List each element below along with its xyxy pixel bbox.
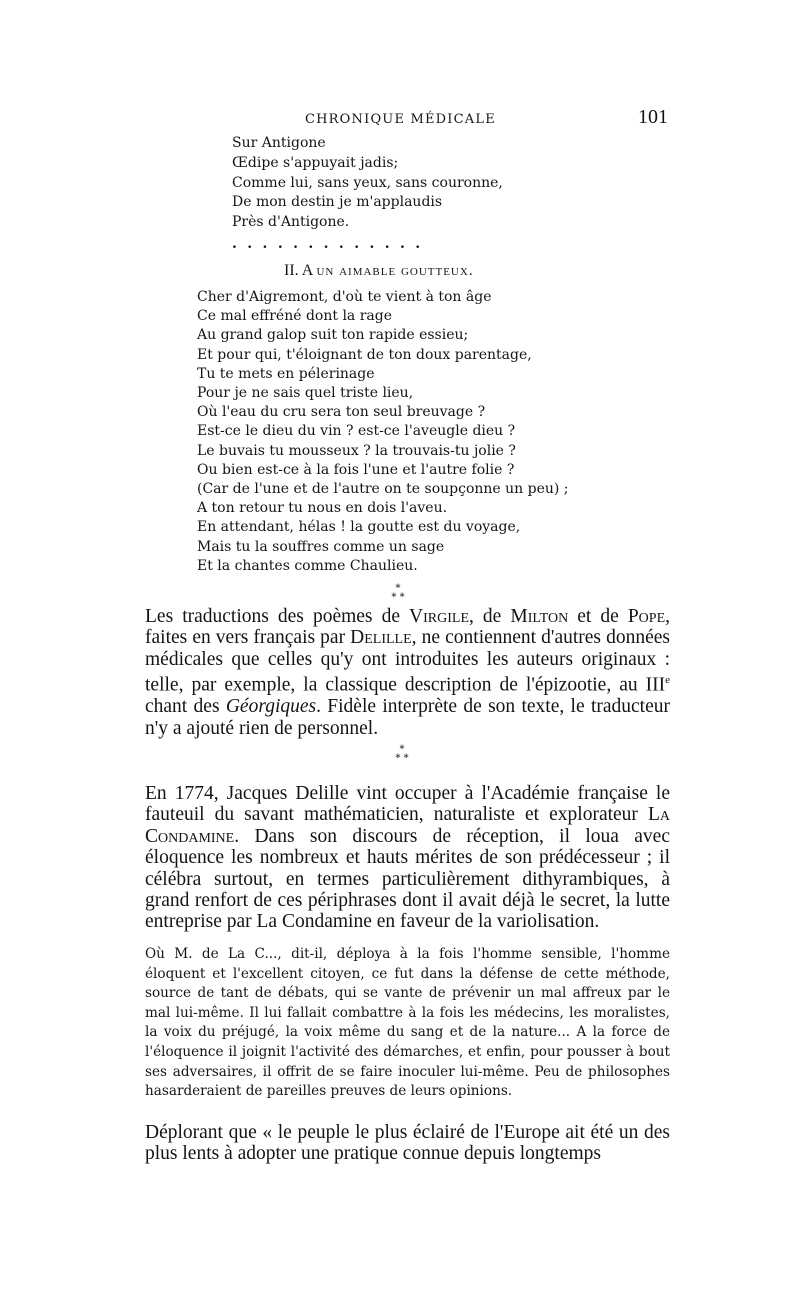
verse-line: Ce mal effréné dont la rage <box>197 308 393 325</box>
verse-line: Au grand galop suit ton rapide essieu; <box>197 327 469 344</box>
verse-line: Où l'eau du cru sera ton seul breuvage ? <box>197 404 486 421</box>
paragraph-translations: Les traductions des poèmes de Virgile, de Milton et de Pope, faites en vers français par Delille, ne contiennent d'autres données médicales que celles qu'y ont introduites les auteurs originaux : telle, par exemple, la classique description de l'épizootie, au IIIe chant des Géorgiques. Fidèle interprète de son texte, le traducteur n'y a ajouté rien de personnel. <box>145 606 670 739</box>
poem-numeral: II. A <box>284 262 313 279</box>
paragraph-delille-academie: En 1774, Jacques Delille vint occuper à l'Académie française le fauteuil du savant mathématicien, naturaliste et explorateur La Condamine. Dans son discours de réception, il loua avec éloquence les nombreux et hauts mérites de son prédécesseur ; il célébra surtout, en termes particulièrement dithyrambiques, à grand renfort de ces périphrases dont il avait déjà le secret, la lutte entreprise par La Condamine en faveur de la variolisation. <box>145 783 670 933</box>
page-header <box>145 106 670 132</box>
verse-line: De mon destin je m'applaudis <box>232 194 443 211</box>
title-georgiques: Géorgiques <box>225 696 317 718</box>
author-delille: Delille <box>350 627 412 649</box>
verse-line: Le buvais tu mousseux ? la trouvais-tu jolie ? <box>197 442 516 459</box>
asterism-divider: * * * <box>391 583 405 603</box>
verse-aigremont <box>197 288 569 576</box>
verse-line: Sur Antigone <box>232 135 326 151</box>
verse-line: Est-ce le dieu du vin ? est-ce l'aveugle dieu ? <box>197 423 516 440</box>
verse-line: Pour je ne sais quel triste lieu, <box>197 385 414 402</box>
verse-line: (Car de l'une et de l'autre on te soupçonne un peu) ; <box>197 481 569 498</box>
verse-line: Cher d'Aigremont, d'où te vient à ton âge <box>197 289 492 305</box>
page-number: 101 <box>638 106 668 128</box>
verse-line: Ou bien est-ce à la fois l'une et l'autre folie ? <box>197 461 515 478</box>
verse-line: Et la chantes comme Chaulieu. <box>197 557 418 574</box>
verse-line: A ton retour tu nous en dois l'aveu. <box>197 500 448 517</box>
verse-line: Œdipe s'appuyait jadis; <box>232 154 399 171</box>
name-la-condamine: La Condamine <box>145 804 670 847</box>
poem-heading <box>284 262 474 280</box>
verse-line: Mais tu la souffres comme un sage <box>197 538 445 555</box>
poem-title: un aimable goutteux. <box>316 263 474 279</box>
author-pope: Pope <box>627 606 666 627</box>
author-virgile: Virgile <box>409 606 469 627</box>
ellipsis-dots: ............. <box>232 236 431 252</box>
verse-line: Comme lui, sans yeux, sans couronne, <box>232 174 503 191</box>
paragraph-deplorant: Déplorant que « le peuple le plus éclairé de l'Europe ait été un des plus lents à adopter une pratique connue depuis longtemps <box>145 1122 670 1165</box>
verse-line: Près d'Antigone. <box>232 214 350 231</box>
verse-line: Et pour qui, t'éloignant de ton doux parentage, <box>197 346 532 363</box>
asterism-divider: * * * <box>395 744 409 764</box>
verse-antigone <box>232 134 503 233</box>
block-quote: Où M. de La C..., dit-il, déploya à la fois l'homme sensible, l'homme éloquent et l'excellent citoyen, ce fut dans la défense de cette méthode, source de tant de débats, qui se vante de prévenir un mal affreux par le mal lui-même. Il lui fallait combattre à la fois les médecins, les moralistes, la voix du préjugé, la voix même du sang et de la nature... A la force de l'éloquence il joignit l'activité des démarches, et enfin, pour pousser à bout ses adversaires, il offrit de se faire inoculer lui-même. Peu de philosophes hasarderaient de pareilles preuves de leurs opinions. <box>145 946 670 1100</box>
author-milton: Milton <box>510 606 569 627</box>
verse-line: En attendant, hélas ! la goutte est du voyage, <box>197 519 521 536</box>
verse-line: Tu te mets en pélerinage <box>197 365 375 382</box>
running-title: CHRONIQUE MÉDICALE <box>305 112 496 127</box>
